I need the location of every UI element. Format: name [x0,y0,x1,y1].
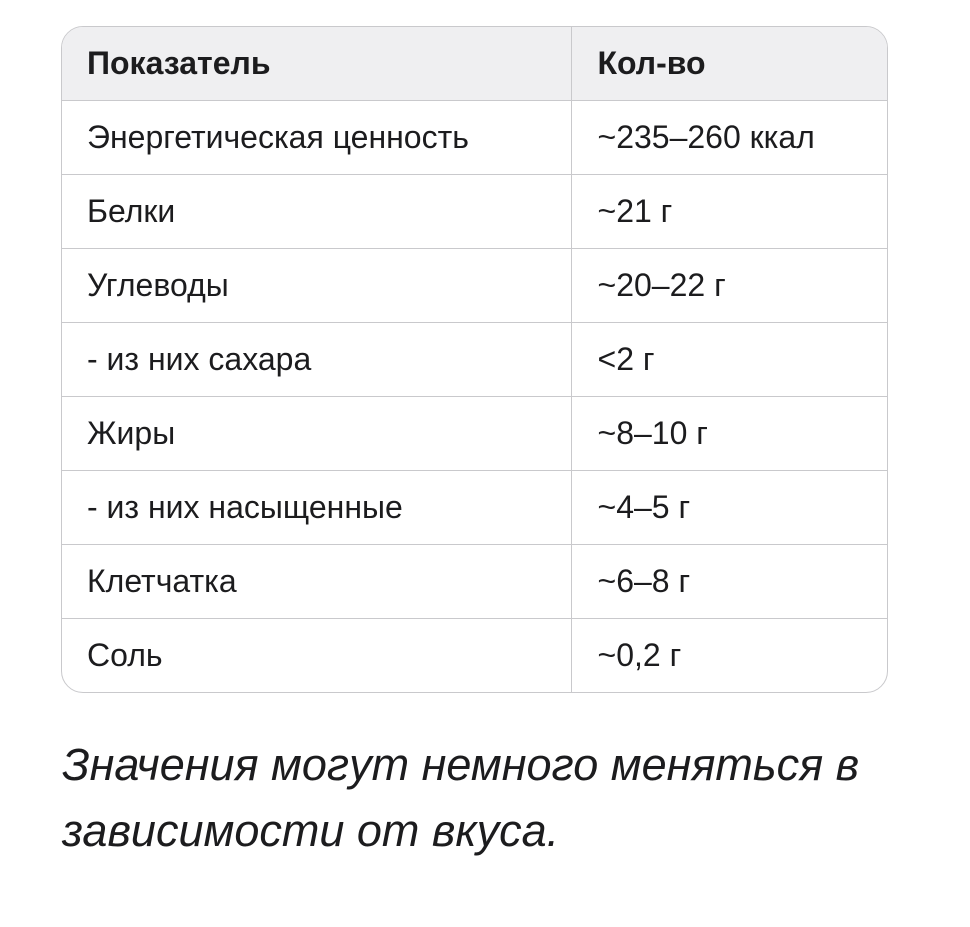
row-indicator: Энергетическая ценность [87,118,469,155]
table-row [62,174,887,248]
row-indicator: Углеводы [62,248,571,322]
table-row [62,470,887,544]
row-amount: ~8–10 г [571,396,887,470]
nutrition-table-container [61,26,888,693]
row-indicator: - из них сахара [62,322,571,396]
table-body [62,100,887,692]
row-amount: ~235–260 ккал [571,100,887,174]
row-indicator: Клетчатка [62,544,571,618]
row-indicator: Жиры [62,396,571,470]
row-amount: ~21 г [571,174,887,248]
table-row [62,396,887,470]
table-header [62,27,887,100]
row-amount: ~4–5 г [571,470,887,544]
nutrition-table [62,27,887,692]
row-amount: <2 г [571,322,887,396]
table-row [62,248,887,322]
table-row [62,544,887,618]
row-amount: ~0,2 г [571,618,887,692]
row-indicator: Белки [62,174,571,248]
table-row [62,618,887,692]
row-amount: ~6–8 г [571,544,887,618]
header-indicator: Показатель [62,27,571,100]
row-amount: ~20–22 г [571,248,887,322]
footnote-text: Значения могут немного меняться в зависимости от вкуса. [62,739,860,856]
row-indicator: Соль [62,618,571,692]
table-row [62,100,887,174]
row-indicator: - из них насыщенные [62,470,571,544]
table-row [62,322,887,396]
header-row [62,27,887,100]
header-amount: Кол-во [571,27,887,100]
